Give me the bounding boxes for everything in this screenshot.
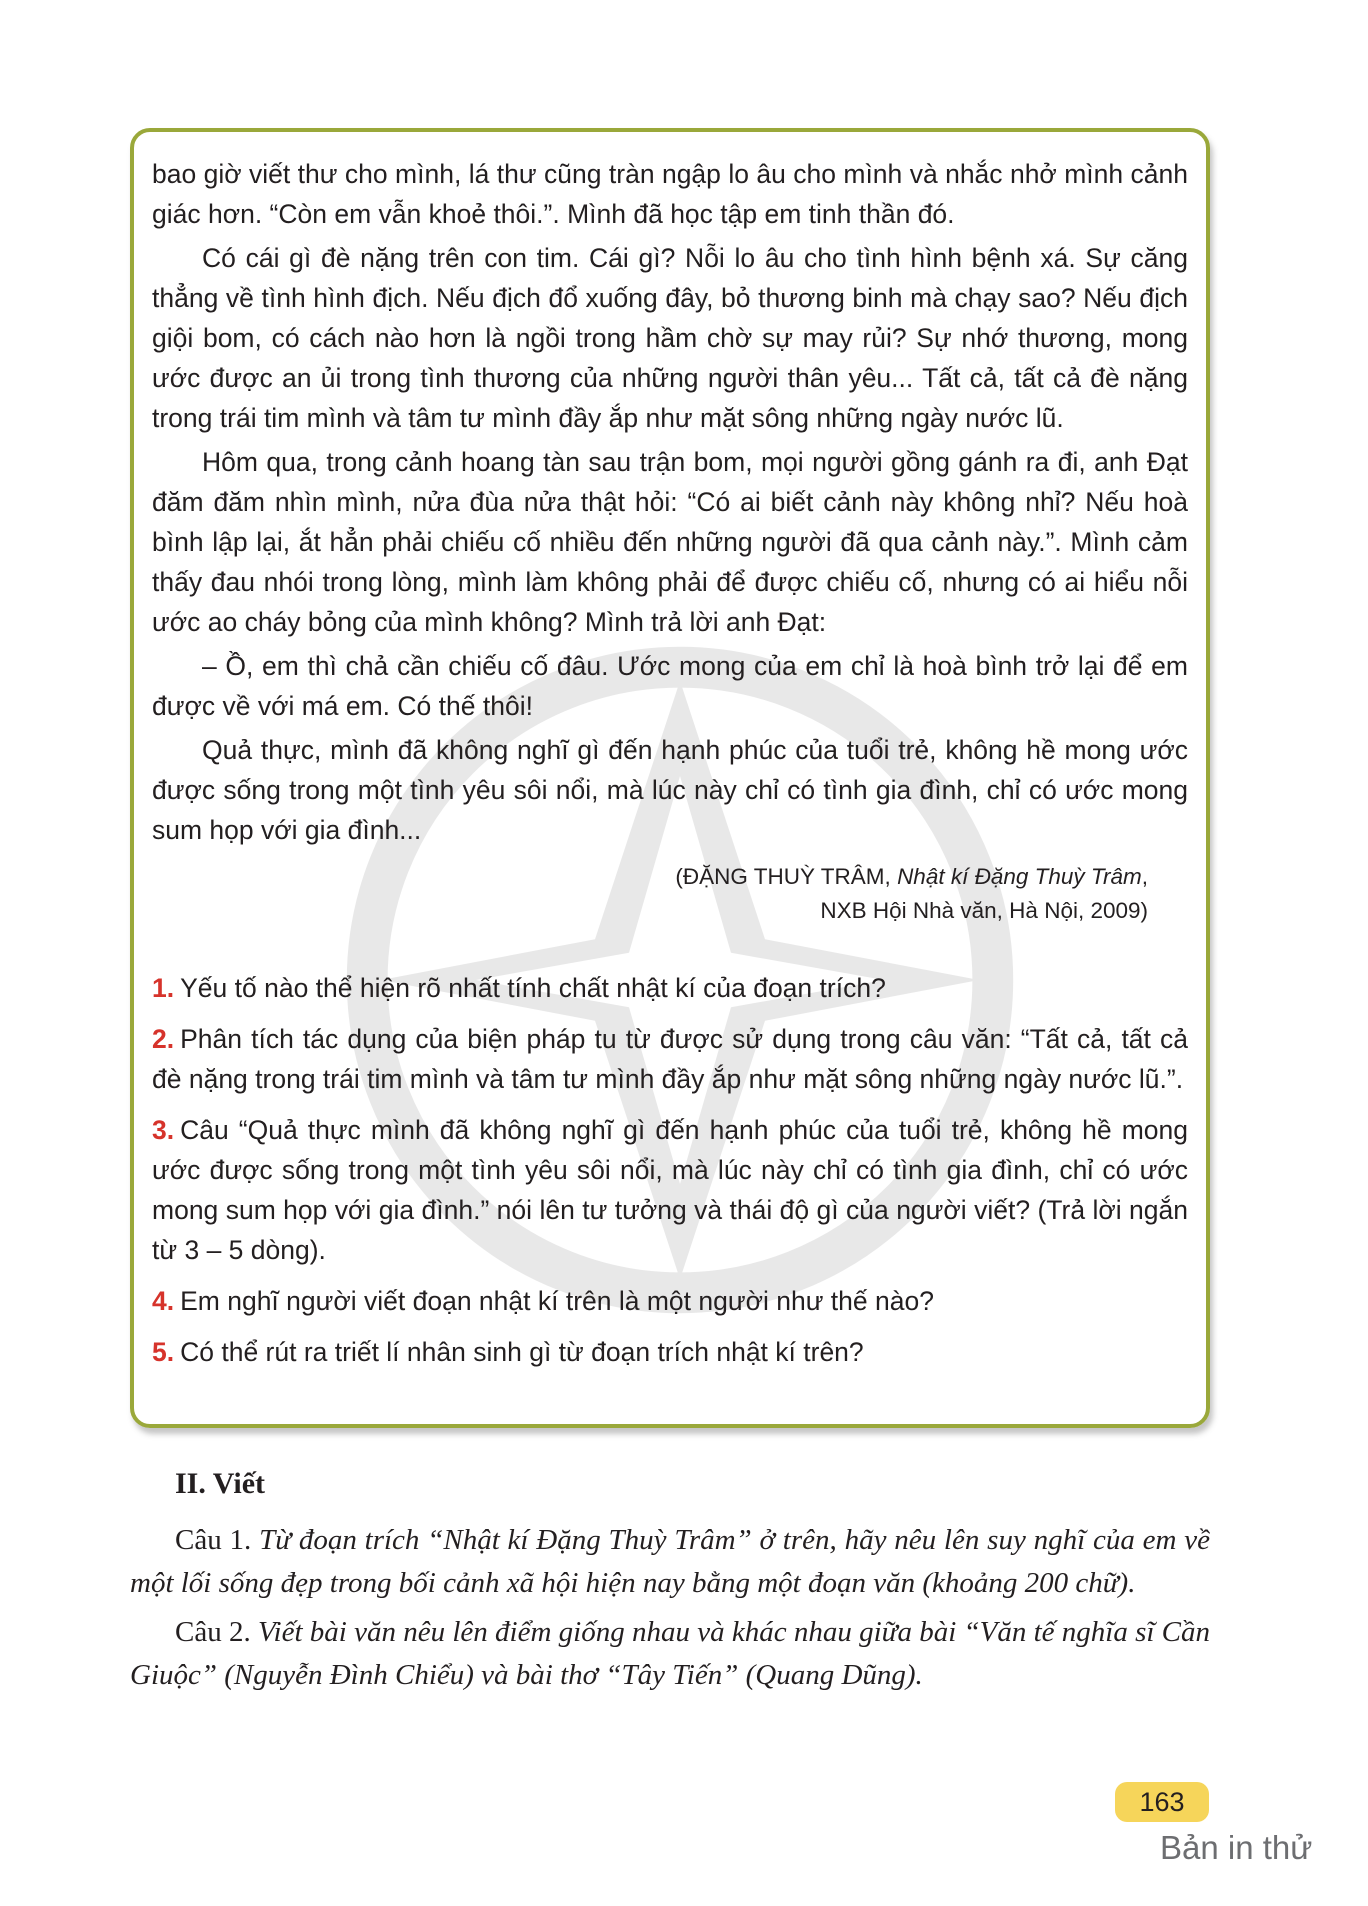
writing-question-1 (130, 1519, 1210, 1605)
page-number: 163 (1115, 1782, 1209, 1822)
question-list (152, 968, 1188, 1372)
question-text: Yếu tố nào thể hiện rõ nhất tính chất nhật kí của đoạn trích? (180, 973, 886, 1003)
question-number: 5. (152, 1337, 175, 1367)
question-text: Có thể rút ra triết lí nhân sinh gì từ đoạn trích nhật kí trên? (180, 1337, 864, 1367)
draft-label: Bản in thử (1160, 1829, 1313, 1866)
writing-question-text: Viết bài văn nêu lên điểm giống nhau và khác nhau giữa bài “Văn tế nghĩa sĩ Cần Giuộc” (Nguyễn Đình Chiểu) và bài thơ “Tây Tiến” (Quang Dũng). (130, 1616, 1211, 1691)
question-number: 2. (152, 1024, 175, 1054)
reading-passage-content (152, 154, 1188, 1383)
writing-section (130, 1462, 1210, 1703)
question-number: 3. (152, 1115, 175, 1145)
question-item (152, 1281, 1188, 1321)
writing-question-text: Từ đoạn trích “Nhật kí Đặng Thuỳ Trâm” ở trên, hãy nêu lên suy nghĩ của em về một lối sống đẹp trong bối cảnh xã hội hiện nay bằng một đoạn văn (khoảng 200 chữ). (130, 1524, 1211, 1599)
passage-paragraph-5: Quả thực, mình đã không nghĩ gì đến hạnh phúc của tuổi trẻ, không hề mong ước được sống trong một tình yêu sôi nổi, mà lúc này chỉ có tình gia đình, chỉ có ước mong sum họp với gia đình... (152, 735, 1188, 845)
writing-question-label: Câu 1. (175, 1524, 252, 1556)
passage-paragraph-1: bao giờ viết thư cho mình, lá thư cũng tràn ngập lo âu cho mình và nhắc nhở mình cảnh giác hơn. “Còn em vẫn khoẻ thôi.”. Mình đã học tập em tinh thần đó. (152, 159, 1188, 229)
question-number: 1. (152, 973, 175, 1003)
question-text: Câu “Quả thực mình đã không nghĩ gì đến hạnh phúc của tuổi trẻ, không hề mong ước được sống trong một tình yêu sôi nổi, mà lúc này chỉ có tình gia đình, chỉ có ước mong sum họp với gia đình.” nói lên tư tưởng và thái độ gì của người viết? (Trả lời ngắn từ 3 – 5 dòng). (152, 1115, 1188, 1265)
question-item (152, 968, 1188, 1008)
question-number: 4. (152, 1286, 175, 1316)
passage-paragraph-4: – Ồ, em thì chả cần chiếu cố đâu. Ước mong của em chỉ là hoà bình trở lại để em được về với má em. Có thế thôi! (152, 651, 1188, 721)
question-item (152, 1019, 1188, 1099)
question-item (152, 1332, 1188, 1372)
question-text: Phân tích tác dụng của biện pháp tu từ được sử dụng trong câu văn: “Tất cả, tất cả đè nặng trong trái tim mình và tâm tư mình đầy ắp như mặt sông những ngày nước lũ.”. (152, 1024, 1188, 1094)
writing-question-label: Câu 2. (175, 1616, 251, 1648)
writing-heading: II. Viết (175, 1467, 265, 1500)
citation-publisher: NXB Hội Nhà văn, Hà Nội, 2009) (820, 898, 1148, 923)
passage-paragraph-2: Có cái gì đè nặng trên con tim. Cái gì? Nỗi lo âu cho tình hình bệnh xá. Sự căng thẳng về tình hình địch. Nếu địch đổ xuống đây, bỏ thương binh mà chạy sao? Nếu địch giội bom, có cách nào hơn là ngồi trong hầm chờ sự may rủi? Sự nhớ thương, mong ước được an ủi trong tình thương của những người thân yêu... Tất cả, tất cả đè nặng trong trái tim mình và tâm tư mình đầy ắp như mặt sông những ngày nước lũ. (152, 243, 1188, 433)
question-text: Em nghĩ người viết đoạn nhật kí trên là một người như thế nào? (180, 1286, 934, 1316)
reading-passage-box (130, 128, 1210, 1428)
writing-question-2 (130, 1611, 1210, 1697)
citation-book: Nhật kí Đặng Thuỳ Trâm (897, 864, 1142, 889)
question-item (152, 1110, 1188, 1270)
citation-author: (ĐẶNG THUỲ TRÂM, (675, 864, 891, 889)
passage-paragraph-3: Hôm qua, trong cảnh hoang tàn sau trận bom, mọi người gồng gánh ra đi, anh Đạt đăm đăm nhìn mình, nửa đùa nửa thật hỏi: “Có ai biết cảnh này không nhỉ? Nếu hoà bình lập lại, ắt hẳn phải chiếu cố nhiều đến những người đã qua cảnh này.”. Mình cảm thấy đau nhói trong lòng, mình làm không phải để được chiếu cố, nhưng có ai hiểu nỗi ước ao cháy bỏng của mình không? Mình trả lời anh Đạt: (152, 447, 1188, 637)
citation: (ĐẶNG THUỲ TRÂM, Nhật kí Đặng Thuỳ Trâm, NXB Hội Nhà văn, Hà Nội, 2009) (675, 864, 1148, 923)
